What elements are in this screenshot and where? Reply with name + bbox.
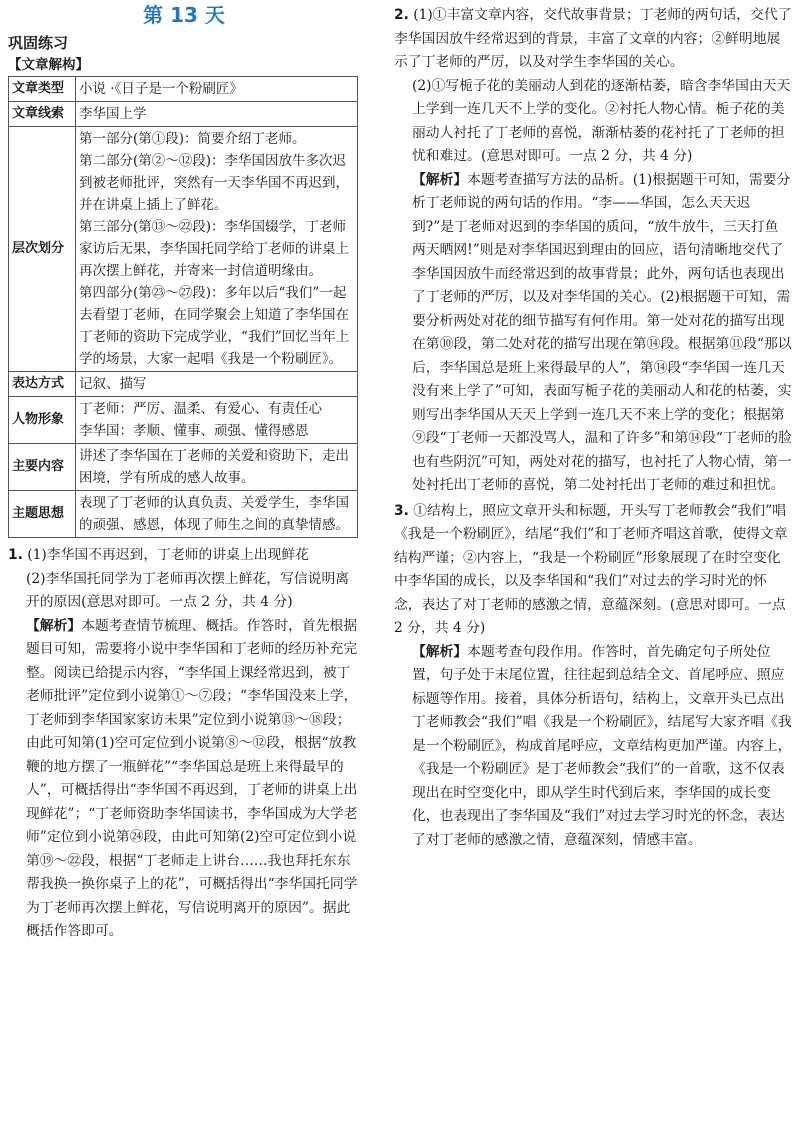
analysis-tag: 【解析】 [412, 643, 468, 660]
table-row [9, 102, 358, 127]
right-column [394, 0, 792, 852]
section-part: 第三部分(第⑬～㉒段)：李华国辍学，丁老师家访后无果，李华国托同学给丁老师的讲桌上再次摆上鲜花，并寄来一封信道明缘由。 [79, 219, 349, 279]
section-title: 巩固练习 [8, 34, 69, 52]
analysis-tag: 【解析】 [26, 617, 82, 634]
analysis-tag: 【解析】 [412, 171, 468, 188]
section-part: 第二部分(第②～⑫段)：李华国因放牛多次迟到被老师批评，突然有一天李华国不再迟到，并在讲桌上插上了鲜花。 [79, 153, 349, 213]
row-label: 主要内容 [9, 444, 76, 491]
row-value: 小说 ·《日子是一个粉刷匠》 [76, 77, 358, 102]
section-part: 第四部分(第㉓～㉗段)：多年以后“我们”一起去看望丁老师，在同学聚会上知道了李华国在丁老师的资助下完成学业，“我们”回忆当年上学的场景，大家一起唱《我是一个粉刷匠》。 [79, 285, 350, 367]
answer-text: ①结构上，照应文章开头和标题，开头写丁老师教会“我们”唱《我是一个粉刷匠》，结尾“我们”和丁老师齐唱这首歌，使得文章结构严谨；②内容上，“我是一个粉刷匠”形象展现了在时空变化中李华国的成长，以及李华国和“我们”对过去的学习时光的怀念，表达了对丁老师的感激之情，意蕴深刻。(意思对即可。一点 2 分，共 4 分) [394, 502, 788, 636]
analysis-text: 本题考查情节梳理、概括。作答时，首先根据题目可知，需要将小说中李华国和丁老师的经历补充完整。阅读已给提示内容，“李华国上课经常迟到，被丁老师批评”定位到小说第①～⑦段；“李华国没来上学，丁老师到李华国家家访未果”定位到小说第⑬～⑱段；由此可知第(1)空可定位到小说第⑧～⑫段，根据“放教鞭的地方摆了一瓶鲜花”“李华国总是班上来得最早的人”，可概括得出“李华国不再迟到，丁老师的讲桌上出现鲜花”；“丁老师资助李华国读书，李华国成为大学老师”定位到小说第㉔段，由此可知第(2)空可定位到小说第⑲～㉒段，根据“丁老师走上讲台……我也拜托东东帮我换一换你桌子上的花”，可概括得出“李华国托同学为丁老师再次摆上鲜花，写信说明离开的原因”。据此概括作答即可。 [26, 617, 358, 939]
row-value: 表现了丁老师的认真负责、关爱学生，李华国的顽强、感恩，体现了师生之间的真挚情感。 [76, 491, 358, 538]
table-row [9, 127, 358, 372]
row-label: 文章类型 [9, 77, 76, 102]
analysis-text: 本题考查句段作用。作答时，首先确定句子所处位置，句子处于末尾位置，往往起到总结全文、首尾呼应、照应标题等作用。接着，具体分析语句，结构上，文章开头已点出丁老师教会“我们”唱《我是一个粉刷匠》，结尾写大家齐唱《我是一个粉刷匠》，构成首尾呼应，文章结构更加严谨。内容上，《我是一个粉刷匠》是丁老师教会“我们”的一首歌，这不仅表现出在时空变化中，即从学生时代到后来，李华国的成长变化，也表现出了李华国及“我们”对过去学习时光的怀念，表达了对丁老师的感激之情，意蕴深刻，情感丰富。 [412, 643, 792, 848]
row-label: 表达方式 [9, 372, 76, 397]
row-label: 层次划分 [9, 127, 76, 372]
table-row [9, 491, 358, 538]
structure-table [8, 76, 358, 538]
answer-part-1: (1)李华国不再迟到，丁老师的讲桌上出现鲜花 [27, 547, 309, 563]
row-label: 文章线索 [9, 102, 76, 127]
character-line: 李华国：孝顺、懂事、顽强、懂得感恩 [79, 423, 309, 439]
question-3 [394, 500, 792, 853]
analysis-text: 本题考查描写方法的品析。(1)根据题干可知，需要分析丁老师说的两句话的作用。“李——华国，怎么天天迟到?”是丁老师对迟到的李华国的质问，“放牛放牛，三天打鱼两天晒网!”则是对李华国迟到理由的回应，语句清晰地交代了李华国因放牛而经常迟到的故事背景；此外，两句话也表现出了丁老师的严厉，以及对李华国的关心。(2)根据题干可知，需要分析两处对花的细节描写有何作用。第一处对花的描写出现在第⑩段，第二处对花的描写出现在第⑭段。根据第⑪段“那以后，李华国总是班上来得最早的人”，第⑭段“李华国一连几天没有来上学了”可知，表面写栀子花的美丽动人和花的枯萎，实则写出李华国从天天上学到一连几天不来上学的变化；根据第⑨段“丁老师一天都没骂人，温和了许多”和第⑭段“丁老师的脸也有些阴沉”可知，两处对花的描写，也衬托了人物心情，第一处衬托出丁老师的喜悦，第二处衬托出丁老师的难过和担忧。 [412, 171, 792, 493]
table-row [9, 397, 358, 444]
question-1 [8, 544, 360, 944]
question-number: 3. [394, 502, 409, 519]
section-part: 第一部分(第①段)：简要介绍丁老师。 [79, 131, 306, 147]
table-row [9, 444, 358, 491]
row-value: 李华国上学 [76, 102, 358, 127]
question-number: 1. [8, 547, 23, 563]
day-title: 第 13 天 [143, 3, 225, 27]
character-line: 丁老师：严厉、温柔、有爱心、有责任心 [79, 401, 322, 417]
table-row [9, 77, 358, 102]
row-label: 主题思想 [9, 491, 76, 538]
row-label: 人物形象 [9, 397, 76, 444]
table-row [9, 372, 358, 397]
answer-part-2: (2)李华国托同学为丁老师再次摆上鲜花，写信说明离开的原因(意思对即可。一点 2 分，共 4 分) [26, 570, 350, 610]
left-column [8, 0, 360, 944]
answer-part-2: (2)①写栀子花的美丽动人到花的逐渐枯萎，暗含李华国由天天上学到一连几天不上学的变化。②衬托人物心情。栀子花的美丽动人衬托了丁老师的喜悦，渐渐枯萎的花衬托了丁老师的担忧和难过。(意思对即可。一点 2 分，共 4 分) [412, 77, 791, 164]
row-value: 记叙、描写 [76, 372, 358, 397]
question-number: 2. [394, 7, 409, 23]
row-value: 讲述了李华国在丁老师的关爱和资助下，走出困境，学有所成的感人故事。 [76, 444, 358, 491]
answer-part-1: (1)①丰富文章内容，交代故事背景；丁老师的两句话，交代了李华国因放牛经常迟到的背景，丰富了文章的内容；②鲜明地展示了丁老师的严厉，以及对学生李华国的关心。 [394, 7, 792, 70]
row-value [76, 127, 358, 372]
row-value [76, 397, 358, 444]
subsection-title: 【文章解构】 [8, 57, 89, 73]
question-2 [394, 4, 792, 498]
